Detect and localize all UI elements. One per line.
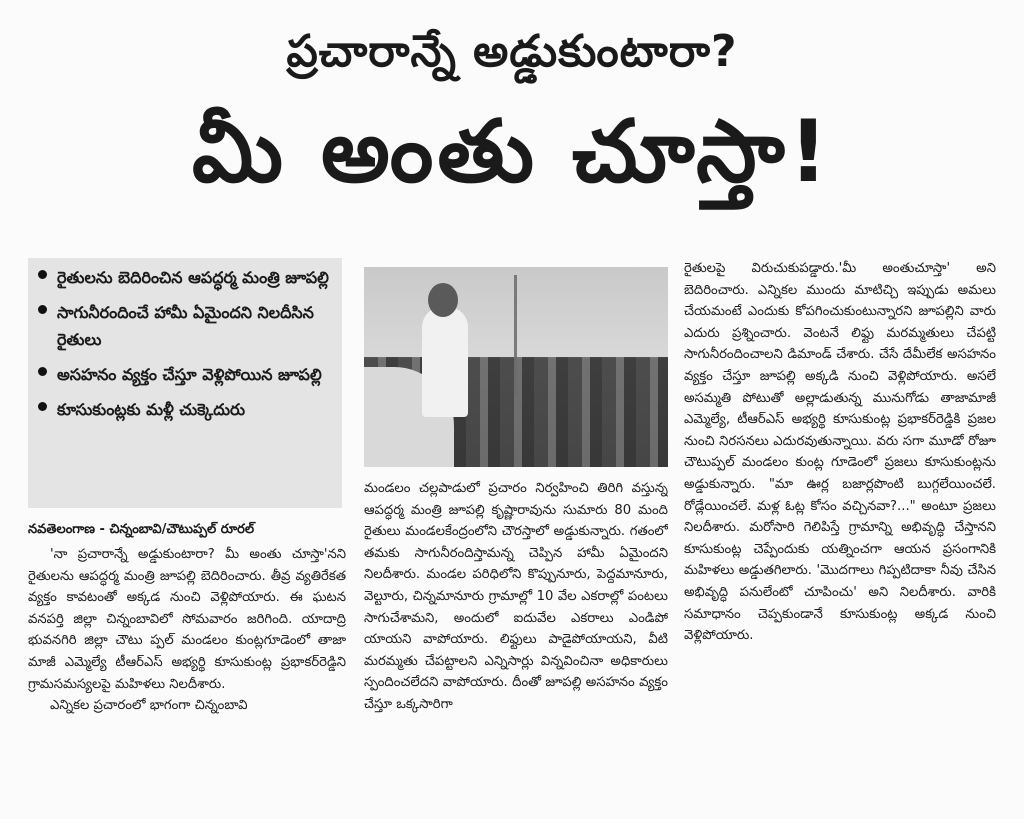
bullet-icon — [38, 305, 47, 314]
highlight-text: రైతులను బెదిరించిన ఆపద్ధర్మ మంత్రి జూపల్లి — [57, 268, 329, 287]
highlights-box — [28, 258, 342, 508]
article-column-1 — [28, 544, 346, 804]
highlight-item — [36, 396, 334, 423]
photo-person-head — [428, 283, 458, 317]
highlight-item — [36, 264, 334, 291]
article-column-3: రైతులపై విరుచుకుపడ్డారు.'మీ అంతుచూస్తా' అని బెదిరించారు. ఎన్నికల ముందు మాటిచ్చి ఇప్పుడు అమలు చేయమంటే ఎందుకు కోపగించుకుంటున్నారని జూపల్లిని వారు ఎదురు ప్రశ్నించారు. వెంటనే లిఫ్టు మరమ్మతులు చేపట్టి సాగునీరందించాలని డిమాండ్ చేశారు. చేసే దేమీలేక అసహనం వ్యక్తం చేస్తూ జూపల్లి అక్కడి నుంచి వెళ్లిపోయారు. అసలే అసమ్మతి పోటుతో అల్లాడుతున్న మునుగోడు తాజామాజీ ఎమ్మెల్యే, టీఆర్ఎస్ అభ్యర్థి కూసుకుంట్ల ప్రభాకర్‌రెడ్డికి ప్రజల నుంచి నిరసనలు ఎదురవుతున్నాయి. వరు సగా మూడో రోజూ చౌటుప్పల్ మండలం కుంట్ల గూడెంలో ప్రజలు కూసుకుంట్లను అడ్డుకున్నారు. "మా ఊర్ల బజార్లపొంటి బుగ్గలేయించలే. రోడ్లేయించలే. మళ్ల ఓట్ల కోసం వచ్చినవా?..." అంటూ ప్రజలు నిలదీశారు. మరోసారి గెలిపిస్తే గ్రామాన్ని అభివృద్ధి చేస్తానని కూసుకుంట్ల చెప్పేందుకు యత్నించగా ఆయన ప్రసంగానికి మహిళలు అడ్డుతగిలారు. 'మొదగాలు గిప్పటిదాకా నీవు చేసిన అభివృద్ధి పనులేంటో చూపించు' అని నిలదీశారు. వారికి సమాధానం చెప్పకుండానే కూసుకుంట్ల అక్కడ నుంచి వెళ్లిపోయారు. — [684, 261, 996, 644]
bullet-icon — [38, 270, 47, 279]
main-headline: మీ అంతు చూస్తా! — [192, 102, 832, 202]
bullet-icon — [38, 402, 47, 411]
dateline: నవతెలంగాణ - చిన్నంబావి/చౌటుప్పల్ రూరల్ — [28, 522, 255, 537]
kicker-headline: ప్రచారాన్నే అడ్డుకుంటారా? — [286, 26, 738, 77]
paragraph: 'నా ప్రచారాన్నే అడ్డుకుంటారా? మీ అంతు చూస్తా'నని రైతులను ఆపద్ధర్మ మంత్రి జూపల్లి బెదిరించారు. తీవ్ర వ్యతిరేకత వ్యక్తం కావటంతో అక్కడ నుంచి వెళ్లిపోయారు. ఈ ఘటన వనపర్తి జిల్లా చిన్నంబావిలో సోమవారం జరిగింది. యాదాద్రి భువనగిరి జిల్లా చౌటు ప్పల్ మండలం కుంట్లగూడెంలో తాజా మాజీ ఎమ్మెల్యే టీఆర్ఎస్ అభ్యర్థి కూసుకుంట్ల ప్రభాకర్‌రెడ్డిని గ్రామసమస్యలపై మహిళలు నిలదీశారు. — [28, 547, 346, 692]
highlight-text: కూసుకుంట్లకు మళ్లీ చుక్కెదురు — [57, 400, 246, 419]
bullet-icon — [38, 367, 47, 376]
news-photo — [364, 267, 668, 467]
paragraph: ఎన్నికల ప్రచారంలో భాగంగా చిన్నంబావి — [50, 698, 248, 714]
highlight-item — [36, 299, 334, 353]
photo-person — [422, 307, 468, 417]
highlight-text: సాగునీరందించే హామీ ఏమైందని నిలదీసిన రైతులు — [57, 303, 314, 349]
highlight-text: అసహనం వ్యక్తం చేస్తూ వెళ్లిపోయిన జూపల్లి — [57, 365, 322, 384]
highlight-item — [36, 361, 334, 388]
article-column-2: మండలం చల్లపాడులో ప్రచారం నిర్వహించి తిరిగి వస్తున్న ఆపద్ధర్మ మంత్రి జూపల్లి కృష్ణారావును సుమారు 80 మంది రైతులు మండలకేంద్రంలోని చౌరస్తాలో అడ్డుకున్నారు. గతంలో తమకు సాగునీరందిస్తామన్న చెప్పిన హామీ ఏమైందని నిలదీశారు. మండల పరిధిలోని కొప్పునూరు, పెద్దమానూరు, వెల్టూరు, చిన్నమానూరు గ్రామాల్లో 10 వేల ఎకరాల్లో పంటలు సాగుచేశామని, అందులో ఐదువేల ఎకరాలు ఎండిపో యాయని వాపోయారు. లిఫ్టులు పాడైపోయాయని, వీటి మరమ్మతు చేపట్టాలని ఎన్నిసార్లు విన్నవించినా అధికారులు స్పందించలేదని వాపోయారు. దీంతో జూపల్లి అసహనం వ్యక్తం చేస్తూ ఒక్కసారిగా — [364, 481, 668, 712]
